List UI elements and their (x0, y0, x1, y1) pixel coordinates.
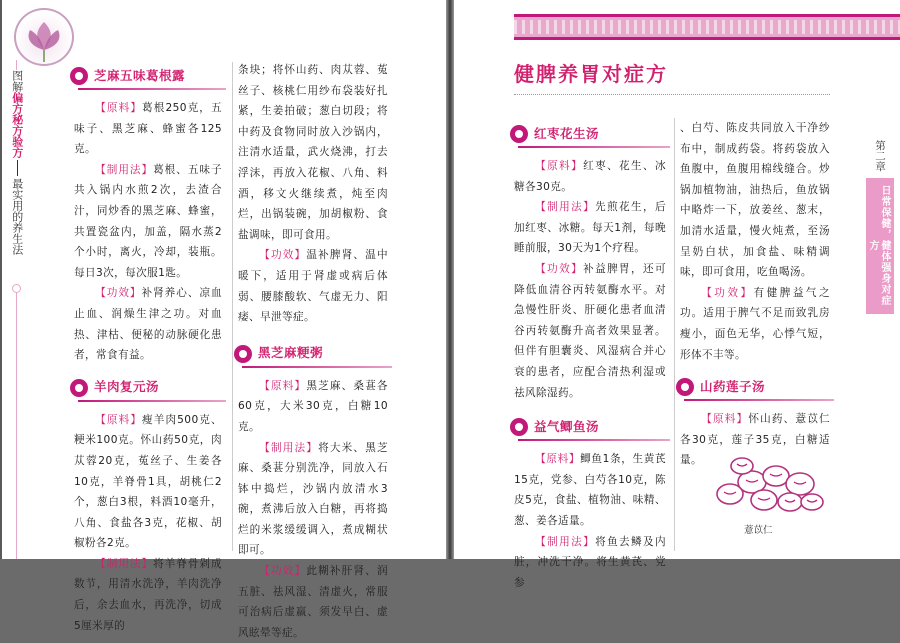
paragraph-tag: 【原料】 (535, 160, 584, 172)
chapter-label: 第二章 (874, 140, 886, 172)
recipe-paragraph (74, 554, 222, 636)
paragraph-tag: 【制用法】 (535, 535, 596, 548)
paragraph-text: 红枣、花生、冰糖各30克。 (514, 160, 666, 193)
recipe-heading (234, 342, 388, 366)
paragraph-text-continued: 将鱼去鳞及内脏，冲洗干净。将生黄芪、党参 (514, 535, 666, 589)
recipe-paragraph (238, 376, 388, 438)
paragraph-text-continued: 、白芍、陈皮共同放入干净纱布中，制成药袋。将药袋放入鱼腹中，鱼腹用棉线缝合。炒锅加植物油，油热后，鱼放锅中略炸一下，放姜丝、葱末，加清水适量，慢火炖煮，至汤呈奶白状，加食盐、味精调味，即可食用，吃鱼喝汤。 (680, 122, 830, 279)
heading-underline (242, 366, 392, 368)
column-divider (674, 118, 675, 551)
heading-underline (78, 400, 226, 402)
recipe-paragraph (238, 438, 388, 562)
decorative-header-band (514, 14, 900, 40)
paragraph-text: 将大米、黑芝麻、桑葚分别洗净，同放入石钵中捣烂，沙锅内放清水3碗，煮沸后放入白糖，再将捣烂的米浆缓缓调入，煮成糊状即可。 (238, 441, 388, 557)
recipe-paragraph-continued (680, 118, 830, 283)
lotus-logo-icon (14, 8, 74, 66)
figure-caption: 薏苡仁 (744, 525, 773, 536)
recipe-title: 芝麻五味葛根露 (94, 67, 186, 83)
coix-seed-illustration-icon (708, 454, 826, 514)
recipe-heading (70, 64, 222, 88)
chapter-tab: 日常保健，健体强身对症方 (866, 178, 894, 314)
paragraph-text: 怀山药、薏苡仁各30克，莲子35克，白糖适量。 (680, 413, 830, 467)
paragraph-text: 瘦羊肉500克、粳米100克。怀山药50克，肉苁蓉20克，菟丝子、生姜各10克，羊脊骨1具，胡桃仁2个，葱白3根，料酒10毫升，八角、食盐各3克，花椒、胡椒粉各2克。 (74, 413, 222, 550)
paragraph-tag: 【原料】 (259, 379, 307, 392)
paragraph-tag: 【制用法】 (95, 557, 154, 570)
paragraph-tag: 【制用法】 (95, 163, 154, 176)
book-gutter (446, 0, 454, 559)
paragraph-text: 温补脾肾、温中暖下，适用于肾虚或病后体弱、腰膝酸软、气虚无力、阳痿、早泄等症。 (238, 249, 388, 324)
right-page (454, 0, 900, 589)
bullet-circle-icon (510, 125, 528, 143)
paragraph-text: 先煎花生，后加红枣、冰糖。每天1剂，每晚睡前服，30天为1个疗程。 (514, 201, 666, 255)
recipe-title: 山药莲子汤 (700, 378, 766, 394)
paragraph-tag: 【原料】 (701, 413, 749, 426)
paragraph-tag: 【制用法】 (535, 201, 596, 214)
paragraph-tag: 【制用法】 (259, 441, 319, 454)
recipe-heading (676, 375, 830, 399)
sidebar-rule (16, 60, 17, 70)
sidebar-node-icon (12, 284, 21, 293)
recipe-heading (510, 415, 666, 439)
bullet-circle-icon (676, 378, 694, 396)
recipe-paragraph (514, 259, 666, 403)
paragraph-tag: 【功效】 (259, 565, 307, 578)
chapter-marker (860, 140, 900, 314)
heading-underline (518, 439, 670, 441)
paragraph-text: 黑芝麻、桑葚各60克，大米30克，白糖10克。 (238, 379, 388, 433)
paragraph-text: 此糊补肝肾、润五脏、祛风湿、清虚火，常服可治病后虚羸、须发早白、虚风眩晕等症。 (238, 565, 388, 639)
paragraph-tag: 【功效】 (535, 262, 584, 275)
recipe-paragraph-continued (238, 60, 388, 245)
sidebar-rule-lower (16, 290, 17, 559)
recipe-paragraph (74, 410, 222, 554)
left-page (2, 0, 446, 639)
recipe-title: 羊肉复元汤 (94, 379, 160, 395)
left-column-2 (238, 60, 388, 643)
recipe-paragraph (514, 197, 666, 259)
right-column-1 (514, 118, 666, 593)
heading-underline (78, 88, 226, 90)
paragraph-text-continued: 条块；将怀山药、肉苁蓉、菟丝子、核桃仁用纱布袋装好扎紧，生姜拍破；葱白切段；将中药及食物同时放入沙锅内，注清水适量，武火烧沸，打去浮沫，再放入花椒、八角、料酒，移文火继续煮，炖至肉烂，出锅装碗，加胡椒粉、食盐调味，即可食用。 (238, 64, 388, 241)
column-divider (232, 62, 233, 551)
sidebar-highlight: 偏方秘方验方 (10, 92, 24, 158)
heading-underline (518, 146, 670, 148)
paragraph-tag: 【原料】 (95, 413, 143, 426)
recipe-paragraph (74, 160, 222, 284)
paragraph-text: 补肾养心、凉血止血、润燥生津之功。对血热、津枯、便秘的动脉硬化患者，常食有益。 (74, 287, 222, 362)
recipe-paragraph (238, 561, 388, 643)
section-title: 健脾养胃对症方 (514, 62, 668, 86)
paragraph-text: 葛根250克，五味子、黑芝麻、蜂蜜各125克。 (74, 102, 222, 156)
recipe-paragraph (514, 532, 666, 594)
title-dotted-rule (514, 94, 830, 95)
paragraph-tag: 【原料】 (535, 453, 581, 466)
heading-underline (684, 399, 834, 401)
bullet-circle-icon (234, 345, 252, 363)
recipe-paragraph (514, 449, 666, 531)
paragraph-text: 有健脾益气之功。适用于脾气不足而致乳房瘦小，面色无华，心悸气短，形体不丰等。 (680, 286, 830, 361)
recipe-paragraph (74, 283, 222, 365)
paragraph-text-continued: 将羊脊骨剁成数节，用清水洗净，羊肉洗净后，余去血水，再洗净，切成5厘米厚的 (74, 557, 222, 632)
recipe-paragraph (74, 98, 222, 160)
recipe-title: 黑芝麻粳粥 (258, 345, 324, 361)
sidebar-suffix: 最实用的养生法 (10, 178, 24, 255)
recipe-heading (510, 122, 666, 146)
recipe-paragraph (238, 245, 388, 327)
right-column-2 (680, 118, 830, 471)
paragraph-text: 葛根、五味子共入锅内水煎2次，去渣合汁，同炒香的黑芝麻、蜂蜜，共置瓷盆内，加盖，隔水蒸2个小时，离火，冷却，装瓶。每日3次，每次服1匙。 (74, 163, 222, 279)
sidebar-dash (17, 160, 18, 176)
paragraph-tag: 【功效】 (701, 286, 754, 299)
sidebar-prefix: 图解 (10, 70, 24, 92)
recipe-title: 红枣花生汤 (534, 125, 600, 141)
bullet-circle-icon (510, 418, 528, 436)
recipe-paragraph (680, 283, 830, 365)
paragraph-tag: 【功效】 (95, 287, 142, 300)
paragraph-text: 鲫鱼1条，生黄芪15克，党参、白芍各10克，陈皮5克，食盐、植物油、味精、葱、姜各适量。 (514, 453, 666, 527)
recipe-title: 益气鲫鱼汤 (534, 418, 600, 434)
paragraph-tag: 【功效】 (259, 249, 307, 262)
paragraph-text: 补益脾胃，还可降低血清谷丙转氨酶水平。对急慢性肝炎、肝硬化患者血清谷丙转氨酶升高者效果显著。但伴有胆囊炎、风湿病合并心衰的患者，应配合清热利湿或祛风除湿药。 (514, 262, 666, 399)
bullet-circle-icon (70, 67, 88, 85)
paragraph-tag: 【原料】 (95, 102, 143, 114)
recipe-heading (70, 376, 222, 400)
sidebar-series-title (8, 70, 26, 255)
bullet-circle-icon (70, 379, 88, 397)
recipe-paragraph (514, 156, 666, 197)
left-column-1 (74, 60, 222, 636)
